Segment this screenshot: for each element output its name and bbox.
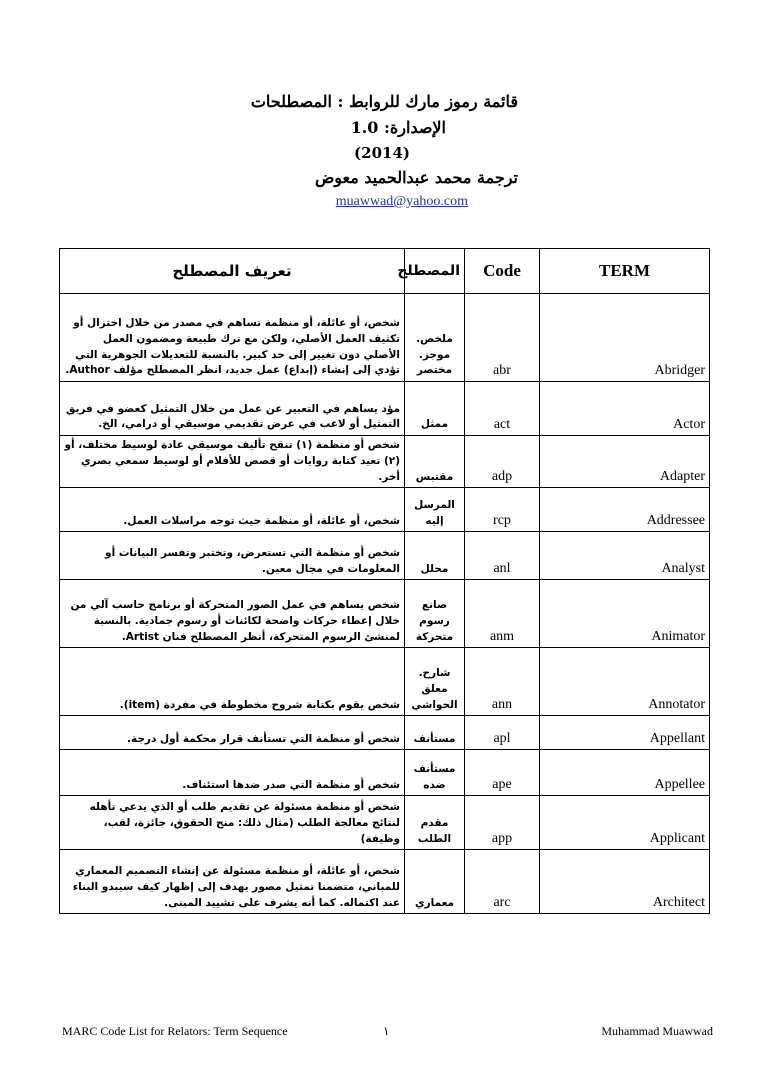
row-term: Appellant (540, 716, 710, 750)
row-term: Annotator (540, 648, 710, 716)
row-code: apl (465, 716, 540, 750)
row-term: Appellee (540, 750, 710, 796)
row-definition: شخص أو منظمة مسئولة عن تقديم طلب أو الذي يدعي تأهله لنتائج معالجة الطلب (مثال ذلك: منح الحقوق، جائزة، لقب، وظيفة) (60, 796, 405, 850)
row-arabic-term: المرسل إليه (405, 488, 465, 532)
row-code: anl (465, 532, 540, 580)
header-definition: تعريف المصطلح (60, 249, 405, 294)
row-definition: شخص يساهم في عمل الصور المتحركة أو برنامج حاسب آلي من خلال إعطاء حركات واضحة لكائنات أو رسوم جمادية. بالنسبة لمنشئ الرسوم المتحركة، أنظر المصطلح فنان Artist. (60, 580, 405, 648)
row-code: anm (465, 580, 540, 648)
row-term: Adapter (540, 436, 710, 488)
row-arabic-term: شارح. معلق الحواشي (405, 648, 465, 716)
row-definition: شخص، أو عائلة، أو منظمة مسئولة عن إنشاء التصميم المعماري للمباني، متضمنا تمثيل مصور يهدف إلى إظهار كيف سيبدو البناء عند اكتماله. كما أنه يشرف على تشييد المبنى. (60, 850, 405, 914)
row-arabic-term: صانع رسوم متحركة (405, 580, 465, 648)
header-code: Code (465, 249, 540, 294)
row-term: Actor (540, 382, 710, 436)
header-arabic-term: المصطلح (405, 249, 465, 294)
header-term: TERM (540, 249, 710, 294)
row-arabic-term: معماري (405, 850, 465, 914)
row-code: abr (465, 294, 540, 382)
row-code: adp (465, 436, 540, 488)
document-title: قائمة رموز مارك للروابط : المصطلحات (250, 92, 518, 111)
row-definition: شخص يقوم بكتابة شروح مخطوطة في مفردة (item). (60, 648, 405, 716)
row-code: rcp (465, 488, 540, 532)
row-term: Architect (540, 850, 710, 914)
row-arabic-term: محلل (405, 532, 465, 580)
table-row (60, 294, 710, 382)
row-arabic-term: مقتبس (405, 436, 465, 488)
table-row (60, 850, 710, 914)
table-row (60, 648, 710, 716)
footer-author: Muhammad Muawwad (601, 1024, 713, 1038)
row-arabic-term: ممثل (405, 382, 465, 436)
table-row (60, 382, 710, 436)
row-definition: شخص أو منظمة التي تستأنف قرار محكمة أول درجة. (60, 716, 405, 750)
row-definition: شخص، أو عائلة، أو منظمة حيث توجه مراسلات العمل. (60, 488, 405, 532)
row-term: Addressee (540, 488, 710, 532)
row-term: Analyst (540, 532, 710, 580)
row-code: act (465, 382, 540, 436)
row-code: ann (465, 648, 540, 716)
year-line: (2014) (354, 144, 410, 162)
row-term: Applicant (540, 796, 710, 850)
row-arabic-term: ملخص. موجز. مختصر (405, 294, 465, 382)
row-definition: شخص، أو عائلة، أو منظمة تساهم في مصدر من خلال اختزال أو تكثيف العمل الأصلي، ولكن مع ترك طبيعة ومضمون العمل الأصلي دون تغيير إلى حد كبير. بالنسبة للتعديلات الجوهرية التي تؤدي إلى إنشاء (إبداع) عمل جديد، انظر المصطلح مؤلف Author. (60, 294, 405, 382)
row-code: app (465, 796, 540, 850)
row-arabic-term: مقدم الطلب (405, 796, 465, 850)
footer-title: MARC Code List for Relators: Term Sequence (62, 1024, 288, 1038)
row-arabic-term: مستأنف (405, 716, 465, 750)
translator-line: ترجمة محمد عبدالحميد معوض (314, 168, 518, 187)
table-row (60, 436, 710, 488)
row-definition: شخص أو منظمة التي صدر ضدها استئناف. (60, 750, 405, 796)
row-term: Abridger (540, 294, 710, 382)
table-row (60, 750, 710, 796)
row-term: Animator (540, 580, 710, 648)
row-code: arc (465, 850, 540, 914)
row-code: ape (465, 750, 540, 796)
table-row (60, 488, 710, 532)
row-arabic-term: مستأنف ضده (405, 750, 465, 796)
row-definition: مؤد يساهم في التعبير عن عمل من خلال التمثيل كعضو في فريق التمثيل أو لاعب في عرض تقديمي موسيقي أو درامي، الخ. (60, 382, 405, 436)
terms-table (59, 248, 710, 914)
table-header-row (60, 249, 710, 294)
table-row (60, 716, 710, 750)
row-definition: شخص أو منظمة التي تستعرض، وتختبر وتفسر البيانات أو المعلومات في مجال معين. (60, 532, 405, 580)
table-row (60, 580, 710, 648)
table-row (60, 796, 710, 850)
table-row (60, 532, 710, 580)
row-definition: شخص أو منظمة (١) تنقح تأليف موسيقي عادة لوسيط مختلف، أو (٢) تعيد كتابة روايات أو قصص للأفلام أو لوسيط سمعي بصري أخر. (60, 436, 405, 488)
page-number: ١ (383, 1024, 390, 1038)
version-line: الإصدارة: 1.0 (350, 118, 446, 137)
email-link[interactable]: muawwad@yahoo.com (335, 194, 468, 209)
